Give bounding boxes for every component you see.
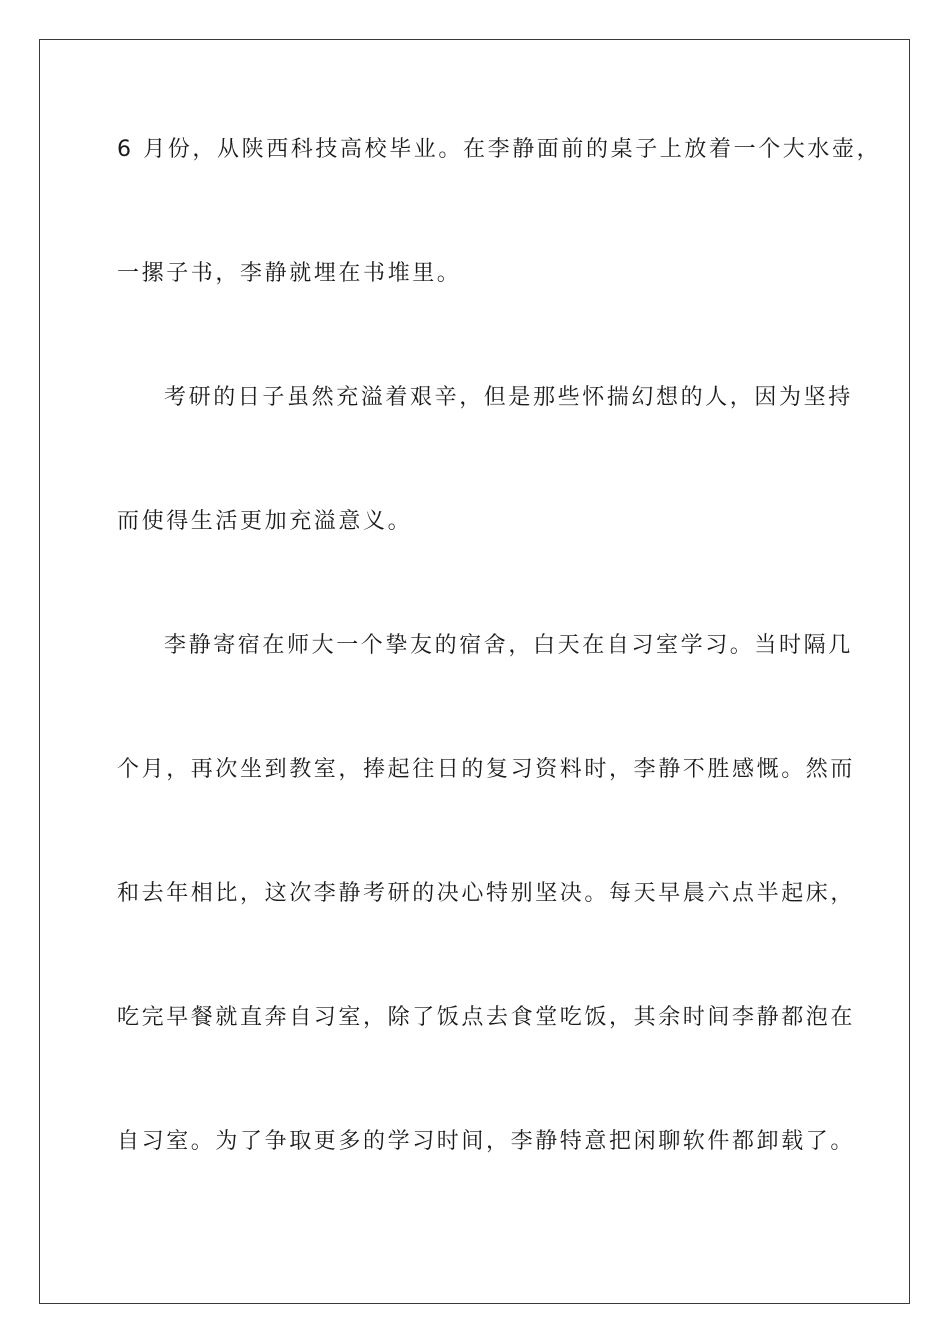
page-border bbox=[39, 39, 910, 1304]
text-line-5: 李静寄宿在师大一个挚友的宿舍，白天在自习室学习。当时隔几 bbox=[164, 633, 853, 658]
text-line-8: 吃完早餐就直奔自习室，除了饭点去食堂吃饭，其余时间李静都泡在 bbox=[117, 1005, 856, 1030]
text-line-1: 6 月份，从陕西科技高校毕业。在李静面前的桌子上放着一个大水壶， bbox=[117, 137, 882, 162]
text-line-2: 一摞子书，李静就埋在书堆里。 bbox=[117, 261, 462, 286]
text-line-3: 考研的日子虽然充溢着艰辛，但是那些怀揣幻想的人，因为坚持 bbox=[164, 385, 853, 410]
text-line-7: 和去年相比，这次李静考研的决心特别坚决。每天早晨六点半起床， bbox=[117, 881, 856, 906]
text-line-6: 个月，再次坐到教室，捧起往日的复习资料时，李静不胜感慨。然而 bbox=[117, 757, 856, 782]
text-line-9: 自习室。为了争取更多的学习时间，李静特意把闲聊软件都卸载了。 bbox=[117, 1129, 856, 1154]
text-line-4: 而使得生活更加充溢意义。 bbox=[117, 509, 413, 534]
